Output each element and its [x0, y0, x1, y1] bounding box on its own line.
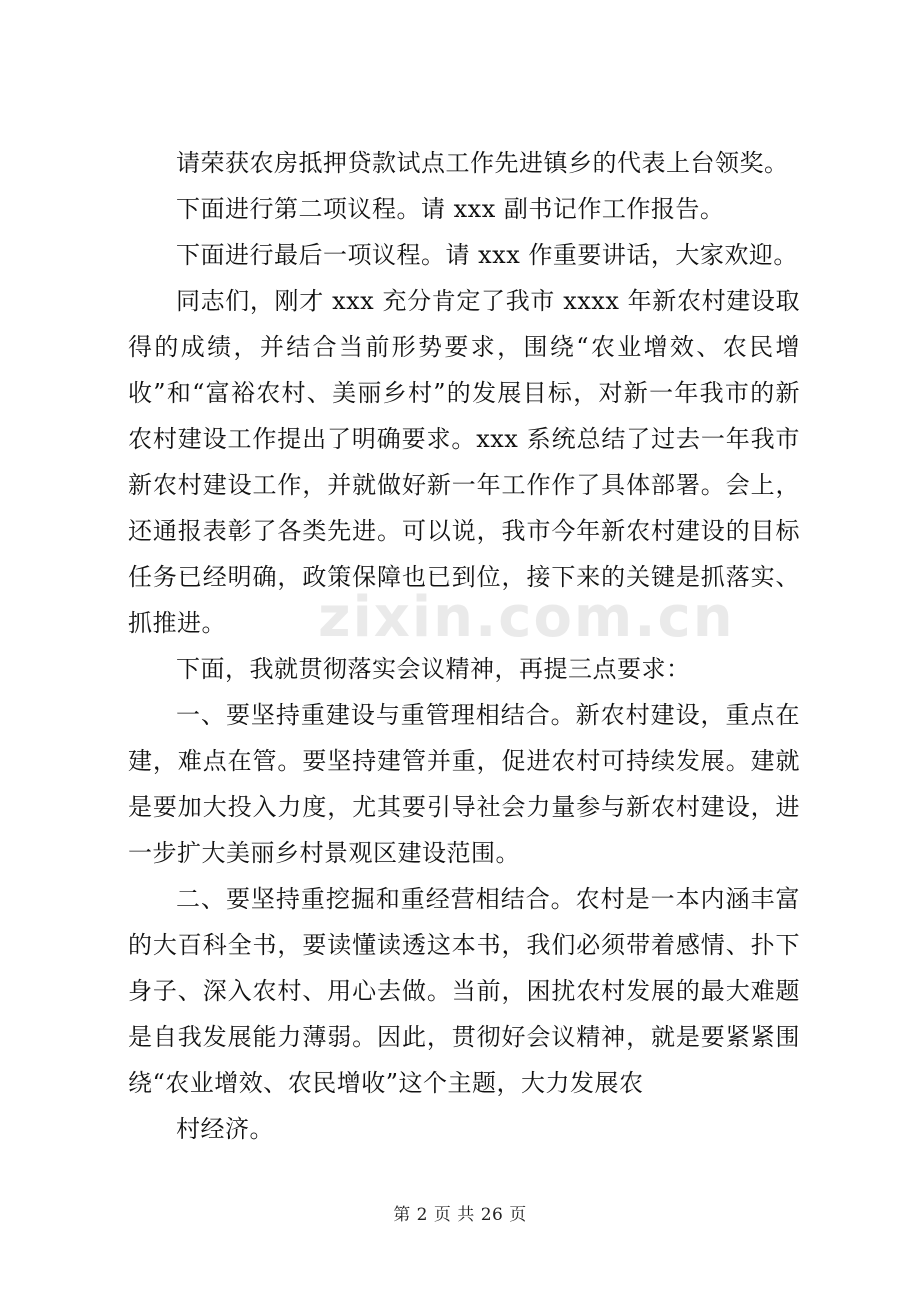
paragraph-requirement-one: 一、要坚持重建设与重管理相结合。新农村建设，重点在建，难点在管。要坚持建管并重，促进农村可持续发展。建就是要加大投入力度，尤其要引导社会力量参与新农村建设，进一步扩大美丽乡村景观区建设范围。 — [128, 701, 800, 867]
paragraph-agenda-two: 下面进行第二项议程。请 xxx 副书记作工作报告。 — [176, 195, 725, 223]
paragraph-three-requirements: 下面，我就贯彻落实会议精神，再提三点要求： — [176, 655, 691, 683]
paragraph-award: 请荣获农房抵押贷款试点工作先进镇乡的代表上台领奖。 — [176, 149, 789, 177]
paragraph-comrades: 同志们，刚才 xxx 充分肯定了我市 xxxx 年新农村建设取得的成绩，并结合当前形势要求，围绕“农业增效、农民增收”和“富裕农村、美丽乡村”的发展目标，对新一年我市的新农村建设工作提出了明确要求。xxx 系统总结了过去一年我市新农村建设工作，并就做好新一年工作作了具体部署。会上，还通报表彰了各类先进。可以说，我市今年新农村建设的目标任务已经明确，政策保障也已到位，接下来的关键是抓落实、抓推进。 — [128, 287, 800, 637]
paragraph-agenda-last: 下面进行最后一项议程。请 xxx 作重要讲话，大家欢迎。 — [176, 241, 798, 269]
paragraph-requirement-two: 二、要坚持重挖掘和重经营相结合。农村是一本内涵丰富的大百科全书，要读懂读透这本书，我们必须带着感情、扑下身子、深入农村、用心去做。当前，困扰农村发展的最大难题是自我发展能力薄弱。因此，贯彻好会议精神，就是要紧紧围绕“农业增效、农民增收”这个主题，大力发展农 — [128, 885, 800, 1097]
document-body — [128, 140, 800, 1152]
watermark: zixin.com.cn — [318, 585, 735, 650]
page-footer: 第 2 页 共 26 页 — [393, 1205, 527, 1225]
paragraph-continuation: 村经济。 — [176, 1115, 274, 1143]
